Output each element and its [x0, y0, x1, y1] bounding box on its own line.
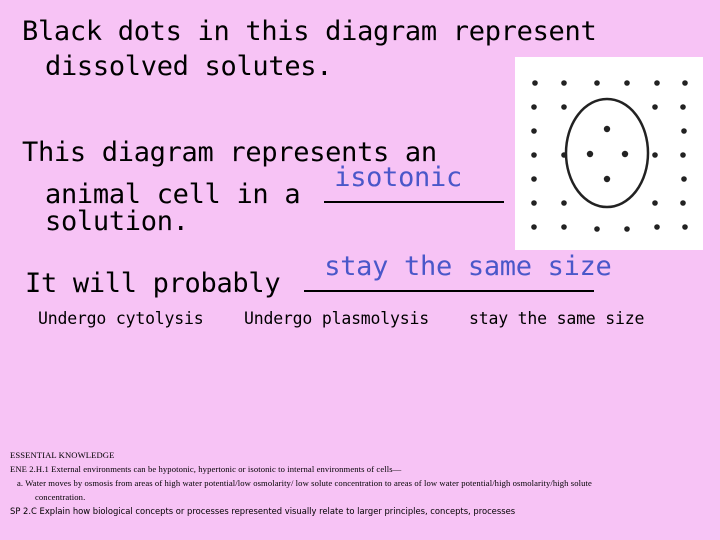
solute-dot [531, 152, 537, 158]
solute-dot [561, 80, 567, 86]
solute-dot [680, 104, 686, 110]
essential-knowledge-line-3: concentration. [35, 492, 86, 502]
solute-dot [531, 200, 537, 206]
solute-dot [652, 152, 658, 158]
essential-knowledge-line-2: a. Water moves by osmosis from areas of high water potential/low osmolarity/ low solute concentration to areas of low water potential/high osmolarity/high solute [17, 478, 592, 488]
solute-dot [654, 224, 660, 230]
solute-dot [594, 80, 600, 86]
solute-dot [654, 80, 660, 86]
question1-line-3: solution. [45, 206, 189, 237]
diagram-background [515, 57, 703, 250]
cell-diagram [515, 57, 703, 250]
solute-dot [624, 80, 630, 86]
question2-prefix: It will probably [25, 268, 281, 299]
solute-dot [682, 80, 688, 86]
question2-blank [304, 251, 612, 292]
question2-answer: stay the same size [324, 251, 612, 282]
choice-same-size: stay the same size [469, 309, 645, 328]
solute-dot [532, 80, 538, 86]
solute-dot [682, 224, 688, 230]
question1-line-1: This diagram represents an [22, 137, 437, 168]
solute-dot [681, 128, 687, 134]
solute-dot [604, 126, 610, 132]
question1-answer: isotonic [334, 162, 462, 193]
question1-prefix: animal cell in a [45, 179, 301, 210]
essential-knowledge-line-1: ENE 2.H.1 External environments can be hypotonic, hypertonic or isotonic to internal environments of cells— [10, 464, 402, 474]
science-practice: SP 2.C Explain how biological concepts or processes represented visually relate to larger principles, concepts, processes [10, 506, 516, 516]
solute-dot [531, 128, 537, 134]
solute-dot [624, 226, 630, 232]
intro-line-2: dissolved solutes. [45, 51, 333, 82]
choice-plasmolysis: Undergo plasmolysis [244, 309, 429, 328]
solute-dot [561, 104, 567, 110]
solute-dot [680, 200, 686, 206]
solute-dot [594, 226, 600, 232]
solute-dot [531, 104, 537, 110]
intro-line-1: Black dots in this diagram represent [22, 16, 597, 47]
choice-cytolysis: Undergo cytolysis [38, 309, 204, 328]
solute-dot [604, 176, 610, 182]
solute-dot [561, 224, 567, 230]
solute-dot [681, 176, 687, 182]
solute-dot [652, 200, 658, 206]
solute-dot [561, 152, 567, 158]
essential-knowledge-heading: ESSENTIAL KNOWLEDGE [10, 450, 115, 460]
question2-line [25, 251, 612, 301]
solute-dot [587, 151, 593, 157]
solute-dot [622, 151, 628, 157]
solute-dot [531, 176, 537, 182]
solute-dot [652, 104, 658, 110]
solute-dot [531, 224, 537, 230]
question1-blank [324, 162, 504, 203]
solute-dot [561, 200, 567, 206]
solute-dot [680, 152, 686, 158]
